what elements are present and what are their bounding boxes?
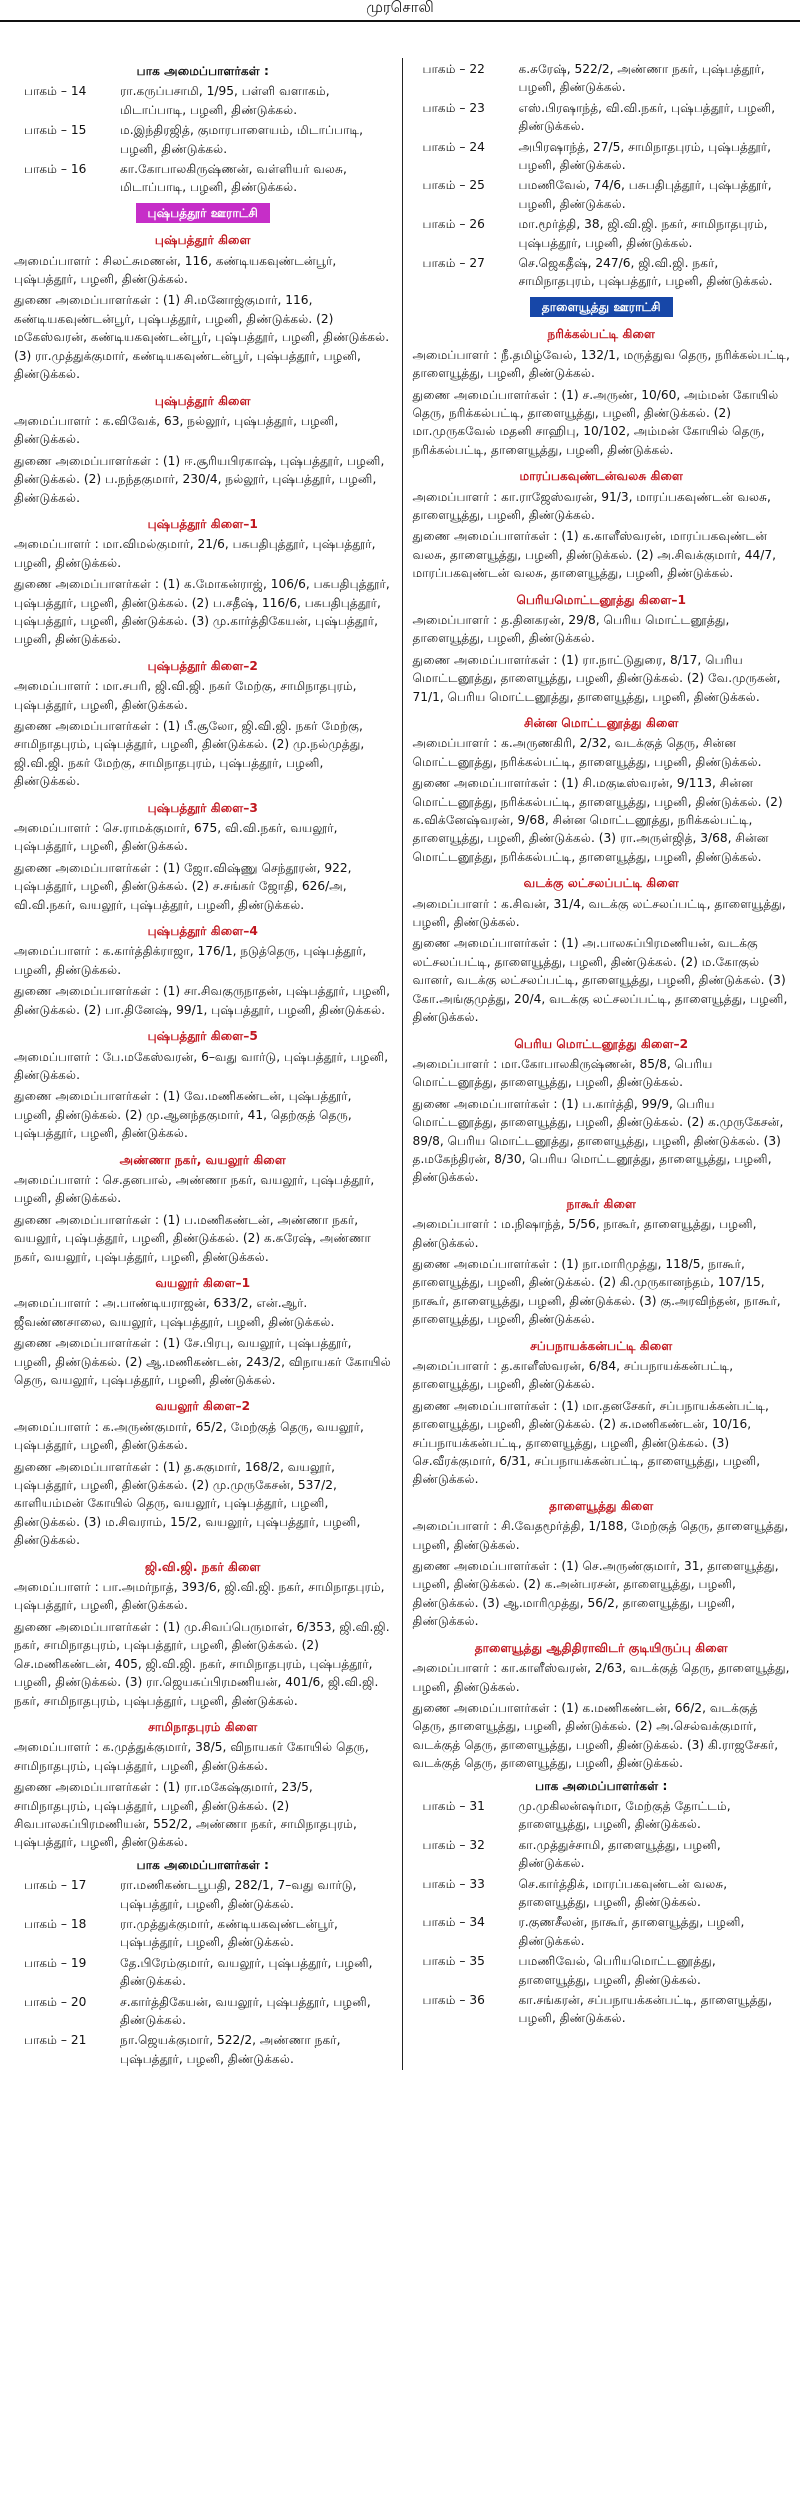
ward-organizer: ரா.கருப்பசாமி, 1/95, பள்ளி வளாகம், மிடாப்பாடி, பழனி, திண்டுக்கல். — [120, 84, 330, 117]
branch-title: நாகூர் கிளை — [566, 1196, 637, 1211]
ward-organizer: க.சுரேஷ், 522/2, அண்ணா நகர், புஷ்பத்தூர், பழனி, திண்டுக்கல். — [518, 62, 765, 95]
branch-title: ஜி.வி.ஜி. நகர் கிளை — [144, 1559, 261, 1574]
ward-number: பாகம் – 18 — [24, 1916, 87, 1931]
branch-title: வயலூர் கிளை–1 — [155, 1275, 251, 1290]
ward-number: பாகம் – 16 — [24, 162, 87, 177]
ward-organizer: ச.கார்த்திகேயன், வயலூர், புஷ்பத்தூர், பழனி, திண்டுக்கல். — [120, 1994, 371, 2027]
organizer-text: அமைப்பாளர் : த.காளீஸ்வரன், 6/84, சப்பநாயக்கன்பட்டி, தாளையூத்து, பழனி, திண்டுக்கல். — [412, 1359, 734, 1392]
deputy-organizers-text: துணை அமைப்பாளர்கள் : (1) மு.சிவப்பெருமாள், 6/353, ஜி.வி.ஜி. நகர், சாமிநாதபுரம், புஷ்பத்தூர், பழனி, திண்டுக்கல். (2) செ.மணிகண்டன், 405, ஜி.வி.ஜி. நகர், சாமிநாதபுரம், புஷ்பத்தூர், பழனி, திண்டுக்கல். (3) ரா.ஜெயசுப்பிரமணியன், 401/6, ஜி.வி.ஜி. நகர், சாமிநாதபுரம், புஷ்பத்தூர், பழனி, திண்டுக்கல். — [14, 1619, 390, 1708]
masthead-text: முரசொலி — [366, 0, 434, 16]
ward-organizer: கா.கோபாலகிருஷ்ணன், வள்ளியர் வலசு, மிடாப்பாடி, பழனி, திண்டுக்கல். — [120, 162, 347, 195]
ward-number: பாகம் – 21 — [24, 2033, 87, 2048]
deputy-organizers-text: துணை அமைப்பாளர்கள் : (1) ஜோ.விஷ்ணு செந்தூரன், 922, புஷ்பத்தூர், பழனி, திண்டுக்கல். (2) ச.சங்கர் ஜோதி, 626/அ, வி.வி.நகர், வயலூர், புஷ்பத்தூர், பழனி, திண்டுக்கல். — [14, 860, 352, 912]
deputy-organizers-text: துணை அமைப்பாளர்கள் : (1) சா.சிவகுருநாதன், புஷ்பத்தூர், பழனி, திண்டுக்கல். (2) பா.தினேஷ், 99/1, புஷ்பத்தூர், பழனி, திண்டுக்கல். — [14, 984, 390, 1017]
ward-row — [413, 60, 791, 97]
panchayat-label: புஷ்பத்தூர் ஊராட்சி — [136, 203, 270, 223]
branch-title: மாரப்பகவுண்டன்வலசு கிளை — [519, 469, 684, 484]
branch-title: புஷ்பத்தூர் கிளை–3 — [147, 800, 258, 815]
ward-number: பாகம் – 33 — [422, 1876, 485, 1891]
deputy-organizers-text: துணை அமைப்பாளர்கள் : (1) க.காளீஸ்வரன், மாரப்பகவுண்டன் வலசு, தாளையூத்து, பழனி, திண்டுக்கல். (2) அ.சிவக்குமார், 44/7, மாரப்பகவுண்டன் வலசு, தாளையூத்து, பழனி, திண்டுக்கல். — [412, 529, 777, 581]
deputy-organizers-text: துணை அமைப்பாளர்கள் : (1) த.சுகுமார், 168/2, வயலூர், புஷ்பத்தூர், பழனி, திண்டுக்கல். (2) மு.முருகேசன், 537/2, காளியம்மன் கோயில் தெரு, வயலூர், புஷ்பத்தூர், பழனி, திண்டுக்கல். (3) ம.சிவராம், 15/2, வயலூர், புஷ்பத்தூர், பழனி, திண்டுக்கல். — [14, 1459, 361, 1548]
deputy-organizers-text: துணை அமைப்பாளர்கள் : (1) ப.மணிகண்டன், அண்ணா நகர், வயலூர், புஷ்பத்தூர், பழனி, திண்டுக்கல். (2) க.சுரேஷ், அண்ணா நகர், வயலூர், புஷ்பத்தூர், பழனி, திண்டுக்கல். — [14, 1212, 371, 1264]
branch-title: தாளையூத்து ஆதிதிராவிடர் குடியிருப்பு கிளை — [474, 1640, 728, 1655]
ward-heading: பாக அமைப்பாளர்கள் : — [535, 1778, 668, 1793]
branch-title: சப்பநாயக்கன்பட்டி கிளை — [530, 1338, 673, 1353]
ward-row — [413, 1991, 791, 2028]
right-column — [403, 58, 791, 2070]
ward-row — [413, 254, 791, 291]
ward-organizer: கா.முத்துச்சாமி, தாளையூத்து, பழனி, திண்டுக்கல். — [518, 1837, 721, 1871]
organizer-text: அமைப்பாளர் : கா.காளீஸ்வரன், 2/63, வடக்குத் தெரு, தாளையூத்து, பழனி, திண்டுக்கல். — [412, 1661, 790, 1694]
ward-number: பாகம் – 35 — [422, 1954, 485, 1969]
deputy-organizers-text: துணை அமைப்பாளர்கள் : (1) மா.தனசேகர், சப்பநாயக்கன்பட்டி, தாளையூத்து, பழனி, திண்டுக்கல். (2) சு.மணிகண்டன், 10/16, சப்பநாயக்கன்பட்டி, தாளையூத்து, பழனி, திண்டுக்கல். (3) செ.வீரக்குமார், 6/31, சப்பநாயக்கன்பட்டி, தாளையூத்து, பழனி, திண்டுக்கல். — [412, 1398, 769, 1487]
ward-heading: பாக அமைப்பாளர்கள் : — [136, 1857, 269, 1872]
organizer-text: அமைப்பாளர் : செ.தனபால், அண்ணா நகர், வயலூர், புஷ்பத்தூர், பழனி, திண்டுக்கல். — [14, 1172, 375, 1206]
ward-number: பாகம் – 36 — [422, 1993, 485, 2007]
organizer-text: அமைப்பாளர் : மா.விமல்குமார், 21/6, பசுபதிபுத்தூர், புஷ்பத்தூர், பழனி, திண்டுக்கல். — [14, 537, 376, 570]
organizer-text: அமைப்பாளர் : மா.சபரி, ஜி.வி.ஜி. நகர் மேற்கு, சாமிநாதபுரம், புஷ்பத்தூர், பழனி, திண்டுக்கல். — [14, 679, 357, 712]
ward-row — [14, 160, 392, 197]
branch-title: புஷ்பத்தூர் கிளை — [154, 393, 251, 408]
deputy-organizers-text: துணை அமைப்பாளர்கள் : (1) க.மோகன்ராஜ், 106/6, பசுபதிபுத்தூர், புஷ்பத்தூர், பழனி, திண்டுக்கல். (2) ப.சதீஷ், 116/6, பசுபதிபுத்தூர், புஷ்பத்தூர், பழனி, திண்டுக்கல். (3) மு.கார்த்திகேயன், புஷ்பத்தூர், பழனி, திண்டுக்கல். — [14, 577, 390, 647]
ward-organizer: ம.இந்திரஜித், குமாரபாளையம், மிடாப்பாடி, பழனி, திண்டுக்கல். — [120, 123, 364, 156]
organizer-text: அமைப்பாளர் : சி.வேதமூர்த்தி, 1/188, மேற்குத் தெரு, தாளையூத்து, பழனி, திண்டுக்கல். — [412, 1519, 789, 1552]
branch-title: அண்ணா நகர், வயலூர் கிளை — [119, 1152, 286, 1167]
branch-title: வடக்கு லட்சலப்பட்டி கிளை — [523, 876, 679, 891]
ward-row — [14, 1993, 392, 2030]
ward-number: பாகம் – 23 — [422, 100, 485, 115]
branch-title: சாமிநாதபுரம் கிளை — [148, 1719, 258, 1734]
organizer-text: அமைப்பாளர் : க.முத்துக்குமார், 38/5, விநாயகர் கோயில் தெரு, சாமிநாதபுரம், புஷ்பத்தூர், பழனி, திண்டுக்கல். — [14, 1740, 369, 1773]
branch-title: தாளையூத்து கிளை — [549, 1498, 654, 1513]
ward-organizer: ர.குணசீலன், நாகூர், தாளையூத்து, பழனி, திண்டுக்கல். — [518, 1915, 745, 1948]
ward-number: பாகம் – 32 — [422, 1837, 485, 1852]
ward-row — [413, 1875, 791, 1912]
organizer-text: அமைப்பாளர் : க.அருணகிரி, 2/32, வடக்குத் தெரு, சின்ன மொட்டனூத்து, நரிக்கல்பட்டி, தாளையூத்து, பழனி, திண்டுக்கல். — [412, 736, 762, 769]
ward-number: பாகம் – 24 — [422, 139, 485, 154]
ward-organizer: மா.மூர்த்தி, 38, ஜி.வி.ஜி. நகர், சாமிநாதபுரம், புஷ்பத்தூர், பழனி, திண்டுக்கல். — [518, 217, 768, 250]
deputy-organizers-text: துணை அமைப்பாளர்கள் : (1) ரா.நாட்டுதுரை, 8/17, பெரிய மொட்டனூத்து, தாளையூத்து, பழனி, திண்டுக்கல். (2) வே.முருகன், 71/1, பெரிய மொட்டனூத்து, தாளையூத்து, பழனி, திண்டுக்கல். — [412, 652, 781, 704]
ward-organizer: எஸ்.பிரஷாந்த், வி.வி.நகர், புஷ்பத்தூர், பழனி, திண்டுக்கல். — [518, 100, 776, 134]
ward-row — [413, 215, 791, 252]
panchayat-label: தாளையூத்து ஊராட்சி — [530, 297, 673, 317]
ward-row — [413, 138, 791, 175]
branch-title: வயலூர் கிளை–2 — [155, 1399, 251, 1414]
ward-number: பாகம் – 22 — [422, 62, 485, 76]
ward-number: பாகம் – 17 — [24, 1878, 87, 1893]
ward-organizer: செ.ஜெகதீஷ், 247/6, ஜி.வி.ஜி. நகர், சாமிநாதபுரம், புஷ்பத்தூர், பழனி, திண்டுக்கல். — [518, 256, 773, 289]
ward-row — [413, 1913, 791, 1950]
deputy-organizers-text: துணை அமைப்பாளர்கள் : (1) ரா.மகேஷ்குமார், 23/5, சாமிநாதபுரம், புஷ்பத்தூர், பழனி, திண்டுக்கல். (2) சிவபாலசுப்பிரமணியன், 552/2, அண்ணா நகர், சாமிநாதபுரம், புஷ்பத்தூர், பழனி, திண்டுக்கல். — [14, 1780, 357, 1850]
deputy-organizers-text: துணை அமைப்பாளர்கள் : (1) ச.அருண், 10/60, அம்மன் கோயில் தெரு, நரிக்கல்பட்டி, தாளையூத்து, பழனி, திண்டுக்கல். (2) மா.முருகவேல் மதனி சாஹிபு, 10/102, அம்மன் கோயில் தெரு, நரிக்கல்பட்டி, தாளையூத்து, பழனி, திண்டுக்கல். — [412, 387, 779, 457]
deputy-organizers-text: துணை அமைப்பாளர்கள் : (1) சே.பிரபு, வயலூர், புஷ்பத்தூர், பழனி, திண்டுக்கல். (2) ஆ.மணிகண்டன், 243/2, விநாயகர் கோயில் தெரு, வயலூர், புஷ்பத்தூர், பழனி, திண்டுக்கல். — [14, 1336, 391, 1387]
organizer-text: அமைப்பாளர் : நீ.தமிழ்வேல், 132/1, மருத்துவ தெரு, நரிக்கல்பட்டி, தாளையூத்து, பழனி, திண்டுக்கல். — [412, 347, 790, 381]
branch-title: புஷ்பத்தூர் கிளை–2 — [147, 658, 258, 673]
deputy-organizers-text: துணை அமைப்பாளர்கள் : (1) பீ.சூலோ, ஜி.வி.ஜி. நகர் மேற்கு, சாமிநாதபுரம், புஷ்பத்தூர், பழனி, திண்டுக்கல். (2) மு.நல்முத்து, ஜி.வி.ஜி. நகர் மேற்கு, சாமிநாதபுரம், புஷ்பத்தூர், பழனி, திண்டுக்கல். — [14, 719, 365, 789]
organizer-text: அமைப்பாளர் : க.கார்த்திக்ராஜா, 176/1, நடுத்தெரு, புஷ்பத்தூர், பழனி, திண்டுக்கல். — [14, 944, 367, 977]
left-column — [14, 58, 403, 2070]
branch-title: பெரிய மொட்டனூத்து கிளை–2 — [514, 1036, 689, 1051]
ward-row — [413, 1952, 791, 1989]
ward-organizer: நா.ஜெயக்குமார், 522/2, அண்ணா நகர், புஷ்பத்தூர், பழனி, திண்டுக்கல். — [120, 2033, 341, 2066]
ward-organizer: மு.முகிலன்ஷர்மா, மேற்குத் தோட்டம், தாளையூத்து, பழனி, திண்டுக்கல். — [518, 1798, 731, 1832]
ward-row — [14, 82, 392, 119]
organizer-text: அமைப்பாளர் : க.சிவன், 31/4, வடக்கு லட்சலப்பட்டி, தாளையூத்து, பழனி, திண்டுக்கல். — [412, 896, 786, 930]
ward-number: பாகம் – 26 — [422, 217, 485, 232]
masthead-bar — [0, 0, 800, 22]
branch-title: புஷ்பத்தூர் கிளை–1 — [147, 516, 258, 531]
ward-organizer: ரா.மணிகண்டபூபதி, 282/1, 7–வது வார்டு, புஷ்பத்தூர், பழனி, திண்டுக்கல். — [120, 1878, 357, 1911]
organizer-text: அமைப்பாளர் : க.அருண்குமார், 65/2, மேற்குத் தெரு, வயலூர், புஷ்பத்தூர், பழனி, திண்டுக்கல். — [14, 1419, 364, 1453]
masthead-logo — [348, 0, 452, 18]
deputy-organizers-text: துணை அமைப்பாளர்கள் : (1) அ.பாலசுப்பிரமணியன், வடக்கு லட்சலப்பட்டி, தாளையூத்து, பழனி, திண்டுக்கல். (2) ம.கோகுல் வானர், வடக்கு லட்சலப்பட்டி, தாளையூத்து, பழனி, திண்டுக்கல். (3) கோ.அங்குமுத்து, 20/4, வடக்கு லட்சலப்பட்டி, தாளையூத்து, பழனி, திண்டுக்கல். — [412, 936, 788, 1025]
ward-organizer: ரா.முத்துக்குமார், கண்டியகவுண்டன்பூர், புஷ்பத்தூர், பழனி, திண்டுக்கல். — [120, 1916, 338, 1950]
branch-title: புஷ்பத்தூர் கிளை–5 — [147, 1029, 258, 1044]
ward-row — [14, 1954, 392, 1991]
organizer-text: அமைப்பாளர் : த.தினகரன், 29/8, பெரிய மொட்டனூத்து, தாளையூத்து, பழனி, திண்டுக்கல். — [412, 612, 730, 646]
ward-number: பாகம் – 31 — [422, 1798, 485, 1813]
organizer-text: அமைப்பாளர் : க.விவேக், 63, நல்லூர், புஷ்பத்தூர், பழனி, திண்டுக்கல். — [14, 413, 339, 447]
ward-row — [413, 1797, 791, 1834]
ward-number: பாகம் – 25 — [422, 178, 485, 193]
deputy-organizers-text: துணை அமைப்பாளர்கள் : (1) சி.மகுடீஸ்வரன், 9/113, சின்ன மொட்டனூத்து, நரிக்கல்பட்டி, தாளையூத்து, பழனி, திண்டுக்கல். (2) க.விக்னேஷ்வரன், 9/68, சின்ன மொட்டனூத்து, நரிக்கல்பட்டி, தாளையூத்து, பழனி, திண்டுக்கல். (3) ரா.அருள்ஜித், 3/68, சின்ன மொட்டனூத்து, நரிக்கல்பட்டி, தாளையூத்து, பழனி, திண்டுக்கல். — [412, 776, 783, 864]
ward-organizer: பமணிவேல், 74/6, பசுபதிபுத்தூர், புஷ்பத்தூர், பழனி, திண்டுக்கல். — [518, 178, 772, 211]
branch-title: புஷ்பத்தூர் கிளை–4 — [147, 924, 258, 939]
ward-number: பாகம் – 15 — [24, 123, 87, 138]
branch-title: சின்ன மொட்டனூத்து கிளை — [523, 716, 679, 730]
organizer-text: அமைப்பாளர் : பா.அமர்நாத், 393/6, ஜி.வி.ஜி. நகர், சாமிநாதபுரம், புஷ்பத்தூர், பழனி, திண்டுக்கல். — [14, 1580, 385, 1613]
branch-title: பெரியமொட்டனூத்து கிளை–1 — [516, 592, 686, 607]
ward-number: பாகம் – 27 — [422, 256, 485, 271]
ward-number: பாகம் – 14 — [24, 84, 87, 99]
ward-row — [14, 121, 392, 158]
ward-organizer: கா.சங்கரன், சப்பநாயக்கன்பட்டி, தாளையூத்து, பழனி, திண்டுக்கல். — [518, 1993, 773, 2026]
organizer-text: அமைப்பாளர் : சிலட்சுமணன், 116, கண்டியகவுண்டன்பூர், புஷ்பத்தூர், பழனி, திண்டுக்கல். — [14, 253, 337, 287]
branch-title: நரிக்கல்பட்டி கிளை — [547, 327, 656, 342]
deputy-organizers-text: துணை அமைப்பாளர்கள் : (1) செ.அருண்குமார், 31, தாளையூத்து, பழனி, திண்டுக்கல். (2) க.அன்பரசன், தாளையூத்து, பழனி, திண்டுக்கல். (3) ஆ.மாரிமுத்து, 56/2, தாளையூத்து, பழனி, திண்டுக்கல். — [412, 1559, 779, 1629]
deputy-organizers-text: துணை அமைப்பாளர்கள் : (1) ப.கார்த்தி, 99/9, பெரிய மொட்டனூத்து, தாளையூத்து, பழனி, திண்டுக்கல். (2) க.முருகேசன், 89/8, பெரிய மொட்டனூத்து, தாளையூத்து, பழனி, திண்டுக்கல். (3) த.மகேந்திரன், 8/30, பெரிய மொட்டனூத்து, தாளையூத்து, பழனி, திண்டுக்கல். — [412, 1096, 784, 1185]
ward-number: பாகம் – 34 — [422, 1915, 485, 1930]
deputy-organizers-text: துணை அமைப்பாளர்கள் : (1) க.மணிகண்டன், 66/2, வடக்குத் தெரு, தாளையூத்து, பழனி, திண்டுக்கல். (2) அ.செல்வக்குமார், வடக்குத் தெரு, தாளையூத்து, பழனி, திண்டுக்கல். (3) கி.ராஜசேகர், வடக்குத் தெரு, தாளையூத்து, பழனி, திண்டுக்கல். — [412, 1700, 779, 1771]
ward-heading: பாக அமைப்பாளர்கள் : — [136, 64, 269, 78]
organizer-text: அமைப்பாளர் : செ.ராமக்குமார், 675, வி.வி.நகர், வயலூர், புஷ்பத்தூர், பழனி, திண்டுக்கல். — [14, 821, 338, 854]
organizer-text: அமைப்பாளர் : ம.நிஷாந்த், 5/56, நாகூர், தாளையூத்து, பழனி, திண்டுக்கல். — [412, 1217, 757, 1250]
ward-organizer: பமணிவேல், பெரியமொட்டனூத்து, தாளையூத்து, பழனி, திண்டுக்கல். — [518, 1954, 716, 1987]
ward-row — [413, 99, 791, 136]
ward-row — [413, 176, 791, 213]
ward-number: பாகம் – 19 — [24, 1955, 87, 1970]
article-columns — [14, 58, 790, 2070]
branch-title: புஷ்பத்தூர் கிளை — [154, 233, 251, 248]
deputy-organizers-text: துணை அமைப்பாளர்கள் : (1) சி.மனோஜ்குமார், 116, கண்டியகவுண்டன்பூர், புஷ்பத்தூர், பழனி, திண்டுக்கல். (2) மகேஸ்வரன், கண்டியகவுண்டன்பூர், புஷ்பத்தூர், பழனி, திண்டுக்கல். (3) ரா.முத்துக்குமார், கண்டியகவுண்டன்பூர், புஷ்பத்தூர், பழனி, திண்டுக்கல். — [14, 293, 390, 382]
organizer-text: அமைப்பாளர் : மா.கோபாலகிருஷ்ணன், 85/8, பெரிய மொட்டனூத்து, தாளையூத்து, பழனி, திண்டுக்கல். — [412, 1056, 713, 1090]
ward-organizer: செ.கார்த்திக், மாரப்பகவுண்டன் வலசு, தாளையூத்து, பழனி, திண்டுக்கல். — [518, 1876, 728, 1909]
ward-number: பாகம் – 20 — [24, 1994, 87, 2009]
organizer-text: அமைப்பாளர் : பே.மகேஸ்வரன், 6–வது வார்டு, புஷ்பத்தூர், பழனி, திண்டுக்கல். — [14, 1049, 389, 1082]
organizer-text: அமைப்பாளர் : கா.ராஜேஸ்வரன், 91/3, மாரப்பகவுண்டன் வலசு, தாளையூத்து, பழனி, திண்டுக்கல். — [412, 489, 771, 522]
ward-organizer: அபிரஷாந்த், 27/5, சாமிநாதபுரம், புஷ்பத்தூர், பழனி, திண்டுக்கல். — [518, 139, 772, 173]
ward-row — [14, 1876, 392, 1913]
ward-row — [14, 2031, 392, 2068]
ward-organizer: தே.பிரேம்குமார், வயலூர், புஷ்பத்தூர், பழனி, திண்டுக்கல். — [120, 1955, 373, 1989]
organizer-text: அமைப்பாளர் : அ.பாண்டியராஜன், 633/2, என்.ஆர். ஜீவண்ணசாலை, வயலூர், புஷ்பத்தூர், பழனி, திண்டுக்கல். — [14, 1296, 335, 1329]
deputy-organizers-text: துணை அமைப்பாளர்கள் : (1) நா.மாரிமுத்து, 118/5, நாகூர், தாளையூத்து, பழனி, திண்டுக்கல். (2) கி.முருகானந்தம், 107/15, நாகூர், தாளையூத்து, பழனி, திண்டுக்கல். (3) கு.அரவிந்தன், நாகூர், தாளையூத்து, பழனி, திண்டுக்கல். — [412, 1256, 781, 1327]
deputy-organizers-text: துணை அமைப்பாளர்கள் : (1) ஈ.சூரியபிரகாஷ், புஷ்பத்தூர், பழனி, திண்டுக்கல். (2) ப.நந்தகுமார், 230/4, நல்லூர், புஷ்பத்தூர், பழனி, திண்டுக்கல். — [14, 453, 385, 505]
ward-row — [413, 1836, 791, 1873]
ward-row — [14, 1915, 392, 1952]
deputy-organizers-text: துணை அமைப்பாளர்கள் : (1) வே.மணிகண்டன், புஷ்பத்தூர், பழனி, திண்டுக்கல். (2) மு.ஆனந்தகுமார், 41, தெற்குத் தெரு, புஷ்பத்தூர், பழனி, திண்டுக்கல். — [14, 1089, 352, 1141]
